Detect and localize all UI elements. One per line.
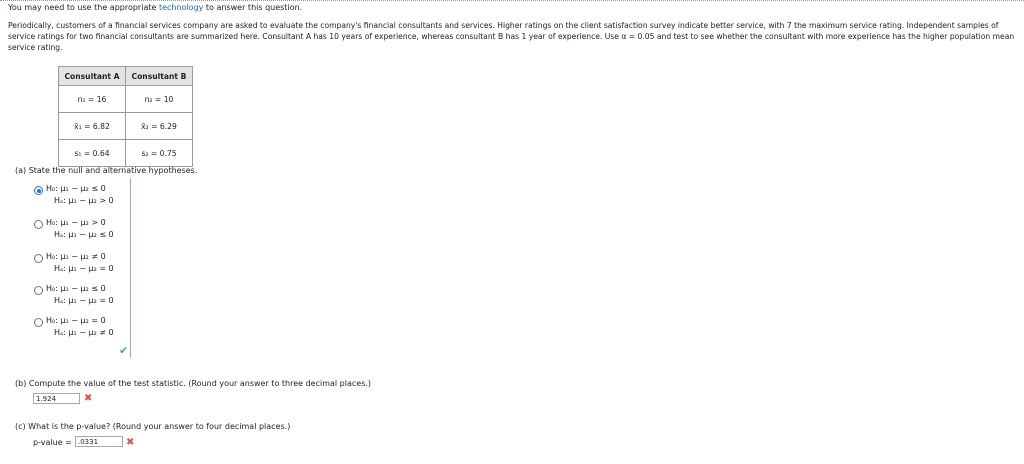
hypothesis-options (28, 178, 131, 358)
intro-before: You may need to use the appropriate (8, 3, 159, 12)
alt-hypothesis: Hₐ: μ₁ − μ₂ = 0 (54, 296, 114, 305)
radio-button[interactable] (34, 318, 43, 327)
null-hypothesis: H₀: μ₁ − μ₂ ≤ 0 (46, 184, 106, 193)
null-hypothesis: H₀: μ₁ − μ₂ ≤ 0 (46, 284, 106, 293)
part-b-label: (b) Compute the value of the test statistic. (Round your answer to three decimal places.) (15, 379, 372, 388)
header-consultant-a: Consultant A (59, 67, 126, 86)
cell-n1: n₁ = 16 (59, 86, 126, 113)
cell-s1: s₁ = 0.64 (59, 140, 126, 167)
incorrect-x-icon: ✖ (84, 393, 93, 404)
cell-n2: n₂ = 10 (126, 86, 193, 113)
part-a-label: (a) State the null and alternative hypotheses. (15, 166, 198, 175)
top-border (0, 0, 1024, 1)
part-c-label: (c) What is the p-value? (Round your answer to four decimal places.) (15, 422, 291, 431)
radio-button[interactable] (34, 220, 43, 229)
radio-button[interactable] (34, 254, 43, 263)
radio-button-selected[interactable] (34, 186, 43, 195)
null-hypothesis: H₀: μ₁ − μ₂ = 0 (46, 316, 106, 325)
correct-check-icon: ✔ (119, 344, 129, 357)
alt-hypothesis: Hₐ: μ₁ − μ₂ ≤ 0 (54, 230, 114, 239)
test-statistic-input[interactable]: 1.924 (33, 393, 80, 404)
alt-hypothesis: Hₐ: μ₁ − μ₂ > 0 (54, 196, 114, 205)
cell-xbar1: x̄₁ = 6.82 (59, 113, 126, 140)
incorrect-x-icon: ✖ (126, 437, 135, 448)
radio-button[interactable] (34, 286, 43, 295)
p-value-label: p-value = (33, 438, 72, 447)
consultant-table (58, 66, 193, 167)
technology-link[interactable]: technology (158, 3, 204, 12)
p-value-input[interactable]: .0331 (75, 436, 123, 447)
header-consultant-b: Consultant B (126, 67, 193, 86)
null-hypothesis: H₀: μ₁ − μ₂ > 0 (46, 218, 106, 227)
alt-hypothesis: Hₐ: μ₁ − μ₂ = 0 (54, 264, 114, 273)
null-hypothesis: H₀: μ₁ − μ₂ ≠ 0 (46, 252, 106, 261)
problem-paragraph: Periodically, customers of a financial services company are asked to evaluate the company's financial consultants and services. Higher ratings on the client satisfaction survey indicate better service, with 7 the maximum service rating. Independent samples of service ratings for two financial consultants are summarized here. Consultant A has 10 years of experience, whereas consultant B has 1 year of experience. Use α = 0.05 and test to see whether the consultant with more experience has the higher population mean service rating. (8, 21, 1015, 52)
intro-after: to answer this question. (203, 3, 303, 12)
intro-text (8, 3, 302, 12)
cell-s2: s₂ = 0.75 (126, 140, 193, 167)
cell-xbar2: x̄₂ = 6.29 (126, 113, 193, 140)
alt-hypothesis: Hₐ: μ₁ − μ₂ ≠ 0 (54, 328, 114, 337)
